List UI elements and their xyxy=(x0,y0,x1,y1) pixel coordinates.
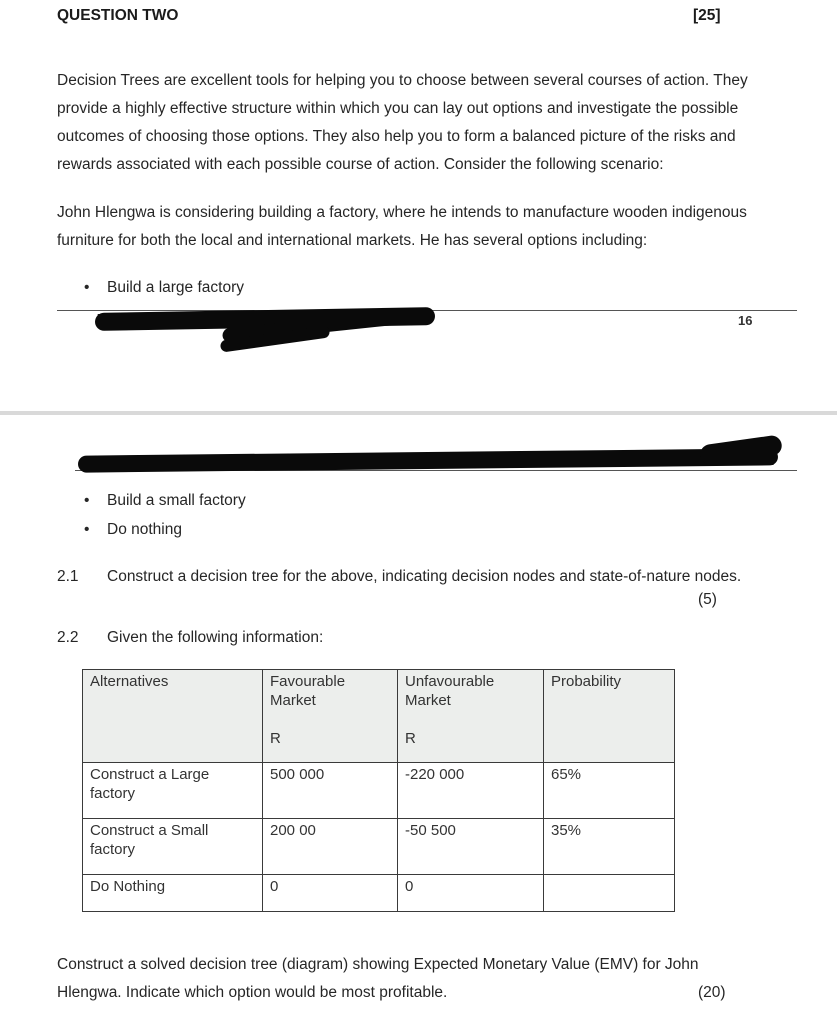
header-unfavourable: Unfavourable Market R xyxy=(398,670,544,763)
header-alternatives: Alternatives xyxy=(83,670,263,763)
redaction-mark xyxy=(78,448,778,472)
question-2-2-number: 2.2 xyxy=(57,629,79,646)
intro-line: Decision Trees are excellent tools for helping you to choose between several courses of action. They xyxy=(57,72,748,89)
final-instruction xyxy=(57,951,797,1007)
currency-label: R xyxy=(405,730,416,747)
question-2-1-marks: (5) xyxy=(698,591,717,608)
scenario-paragraph xyxy=(57,199,797,255)
table-header-row xyxy=(83,670,675,763)
market-data-table xyxy=(82,669,675,912)
table-row xyxy=(83,819,675,875)
table-cell: 0 xyxy=(398,875,544,912)
bullet-text: Do nothing xyxy=(107,521,182,538)
option-bullet-small xyxy=(84,492,246,510)
final-marks: (20) xyxy=(698,984,726,1001)
table-cell: -50 500 xyxy=(398,819,544,875)
option-bullet-nothing xyxy=(84,521,182,539)
intro-line: rewards associated with each possible course of action. Consider the following scenario: xyxy=(57,156,664,173)
question-2-1-number: 2.1 xyxy=(57,568,79,585)
option-bullet-large xyxy=(84,279,244,297)
question-2-1-text: Construct a decision tree for the above, indicating decision nodes and state-of-nature nodes. xyxy=(107,568,742,585)
table-cell: Construct a Small factory xyxy=(83,819,263,875)
table-cell: 200 00 xyxy=(263,819,398,875)
table-cell: 0 xyxy=(263,875,398,912)
table-cell: 500 000 xyxy=(263,763,398,819)
bullet-icon: • xyxy=(84,492,90,509)
intro-line: outcomes of choosing those options. They also help you to form a balanced picture of the risks and xyxy=(57,128,736,145)
scenario-line: furniture for both the local and international markets. He has several options including: xyxy=(57,232,648,249)
question-2-2-text: Given the following information: xyxy=(107,629,324,646)
header-favourable: Favourable Market R xyxy=(263,670,398,763)
final-line: Construct a solved decision tree (diagram) showing Expected Monetary Value (EMV) for John xyxy=(57,956,699,973)
bullet-text: Build a large factory xyxy=(107,279,244,296)
table-cell: Construct a Large factory xyxy=(83,763,263,819)
table-cell: 65% xyxy=(544,763,675,819)
table-cell: Do Nothing xyxy=(83,875,263,912)
question-heading: QUESTION TWO xyxy=(57,7,179,24)
intro-line: provide a highly effective structure within which you can lay out options and investigate the possible xyxy=(57,100,739,117)
header-probability: Probability xyxy=(544,670,675,763)
final-line: Hlengwa. Indicate which option would be most profitable. xyxy=(57,984,448,1001)
page-separator xyxy=(0,411,837,415)
table-row xyxy=(83,763,675,819)
page-number: 16 xyxy=(738,313,753,328)
intro-paragraph xyxy=(57,67,797,179)
scenario-line: John Hlengwa is considering building a factory, where he intends to manufacture wooden indigenous xyxy=(57,204,747,221)
bullet-icon: • xyxy=(84,521,90,538)
bullet-text: Build a small factory xyxy=(107,492,246,509)
table-cell: -220 000 xyxy=(398,763,544,819)
table-cell xyxy=(544,875,675,912)
table-row xyxy=(83,875,675,912)
bullet-icon: • xyxy=(84,279,90,296)
currency-label: R xyxy=(270,730,281,747)
total-marks: [25] xyxy=(693,7,721,24)
table-cell: 35% xyxy=(544,819,675,875)
